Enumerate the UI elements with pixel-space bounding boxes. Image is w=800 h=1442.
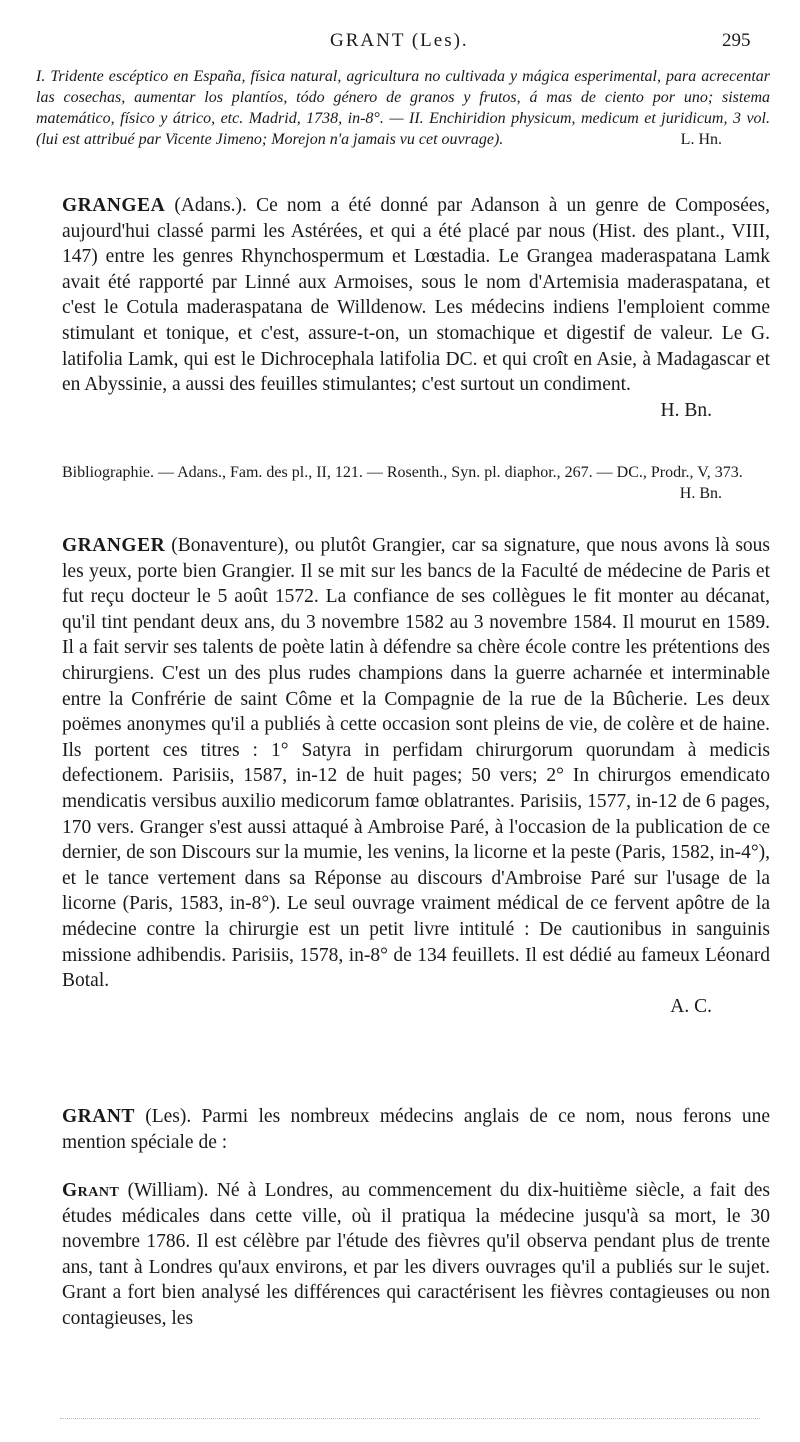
entry-bibliography <box>62 462 770 504</box>
running-head <box>0 30 800 60</box>
entry-granger <box>62 533 770 1019</box>
bibliography-text: Bibliographie. — Adans., Fam. des pl., II, 121. — Rosenth., Syn. pl. diaphor., 267. — DC., Prodr., V, 373. <box>62 464 743 481</box>
page-number: 295 <box>722 30 751 51</box>
entry-grant-william <box>62 1178 770 1332</box>
entry-headword: GRANGEA <box>62 195 166 216</box>
entry-text: (William). Né à Londres, au commencement du dix-huitième siècle, a fait des études médicales dans cette ville, où il pratiqua la médecine jusqu'à sa mort, le 30 novembre 1786. Il est célèbre par l'étude des fièvres qu'il observa pendant plus de trente ans, tant à Londres qu'aux environs, et par les divers ouvrages qu'il a publiés sur le sujet. Grant a fort bien analysé les différences qui caractérisent les fièvres contagieuses ou non contagieuses, les <box>62 1180 770 1329</box>
bottom-bleed-rule <box>60 1418 760 1419</box>
entry-headword: GRANGER <box>62 535 166 556</box>
continuation-signature: L. Hn. <box>680 131 722 148</box>
running-title: GRANT (Les). <box>330 30 469 51</box>
continuation-entry <box>36 66 770 150</box>
entry-grangea <box>62 193 770 423</box>
entry-headword: GRANT <box>62 1106 135 1127</box>
entry-headword: Grant <box>62 1180 120 1201</box>
entry-text: (Bonaventure), ou plutôt Grangier, car sa signature, que nous avons là sous les yeux, porte bien Grangier. Il se mit sur les bancs de la Faculté de médecine de Paris et fut reçu docteur le 5 août 1572. La confiance de ses collègues le fit monter au décanat, qu'il tint pendant deux ans, du 3 novembre 1582 au 3 novembre 1584. Il mourut en 1589. Il a fait servir ses talents de poète latin à défendre sa chère école contre les prétentions des chirurgiens. C'est un des plus rudes champions dans la guerre acharnée et interminable entre la Confrérie de saint Côme et la Compagnie de la rue de la Bûcherie. Les deux poëmes anonymes qu'il a publiés à cette occasion sont pleins de vie, de colère et de haine. Ils portent ces titres : 1° Satyra in perfidam chirurgorum quorundam à medicis defectionem. Parisiis, 1587, in-12 de huit pages; 50 vers; 2° In chirurgos emendicato mendicatis versibus auxilio medicorum famœ oblatrantes. Parisiis, 1577, in-12 de 6 pages, 170 vers. Granger s'est aussi attaqué à Ambroise Paré, à l'occasion de la publication de ce dernier, de son Discours sur la mumie, les venins, la licorne et la peste (Paris, 1582, in-4°), et le tance vertement dans sa Réponse au discours d'Ambroise Paré sur l'usage de la licorne (Paris, 1583, in-8°). Le seul ouvrage vraiment médical de ce fervent apôtre de la médecine contre la chirurgie est un petit livre intitulé : De cautionibus in sanguinis missione adhibendis. Parisiis, 1578, in-8° de 134 feuillets. Il est dédié au fameux Léonard Botal. <box>62 535 770 992</box>
entry-grant-les <box>62 1104 770 1155</box>
bibliography-signature: H. Bn. <box>679 485 722 502</box>
entry-signature: H. Bn. <box>660 399 712 421</box>
continuation-text: I. Tridente escéptico en España, física natural, agricultura no cultivada y mágica esperimental, para acrecentar las cosechas, aumentar los plantíos, tódo género de granos y frutos, á mas de ciento por uno; sistema matemático, físico y átrico, etc. Madrid, 1738, in-8°. — II. Enchiridion physicum, medicum et juridicum, 3 vol. (lui est attribué par Vicente Jimeno; Morejon n'a jamais vu cet ouvrage). <box>36 68 770 148</box>
entry-text: (Les). Parmi les nombreux médecins anglais de ce nom, nous ferons une mention spéciale de : <box>62 1106 770 1153</box>
entry-signature: A. C. <box>670 995 712 1017</box>
entry-text: (Adans.). Ce nom a été donné par Adanson à un genre de Composées, aujourd'hui classé parmi les Astérées, et qui a été placé par nous (Hist. des plant., VIII, 147) entre les genres Rhynchospermum et Lœstadia. Le Grangea maderaspatana Lamk avait été rapporté par Linné aux Armoises, sous le nom d'Artemisia maderaspatana, et c'est le Cotula maderaspatana de Willdenow. Les médecins indiens l'emploient comme stimulant et tonique, et c'est, assure-t-on, un stomachique et digestif de valeur. Le G. latifolia Lamk, qui est le Dichrocephala latifolia DC. et qui croît en Asie, à Madagascar et en Abyssinie, a aussi des feuilles stimulantes; c'est surtout un condiment. <box>62 195 771 396</box>
